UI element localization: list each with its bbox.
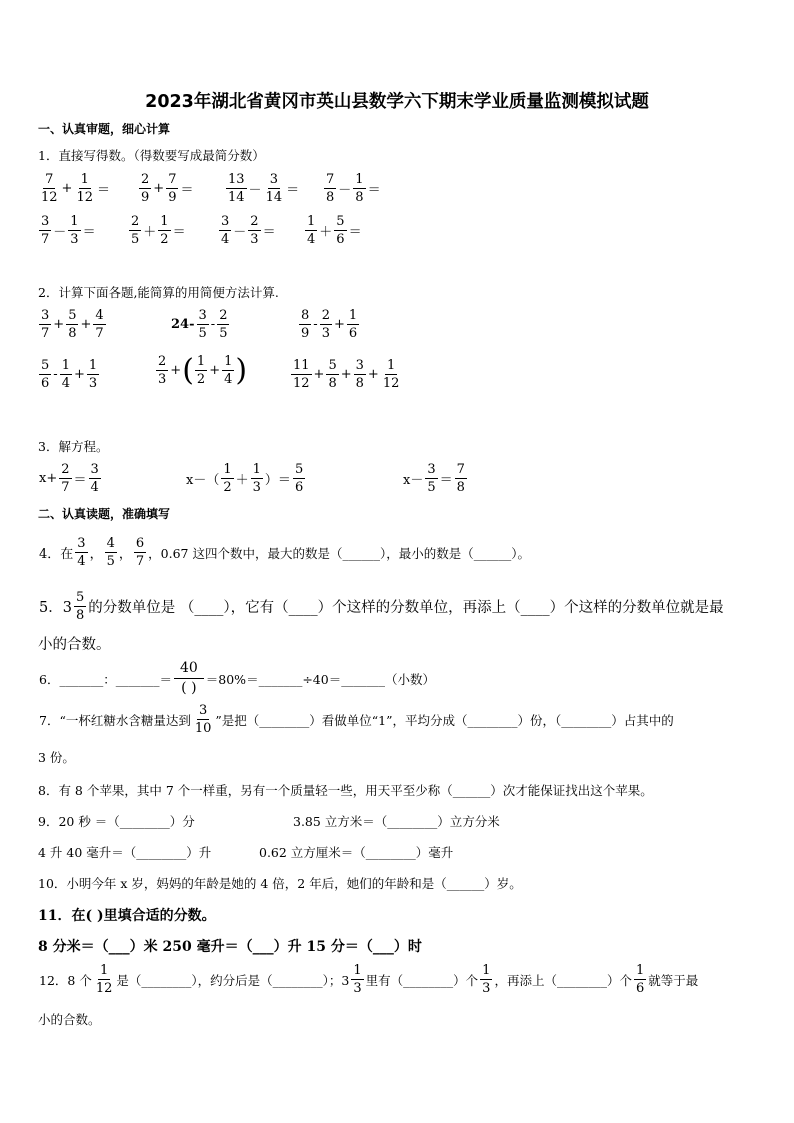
q7-line-2: 3 份。 — [38, 750, 75, 765]
q6: 6．_______：_______＝ $\frac{40}{( )}$ ＝80%＝_______÷40＝_______（小数） — [39, 660, 435, 696]
q9-a: 9．20 秒 ＝（________）分 — [38, 814, 195, 829]
q1-item: $\frac{7}{12}$ + $\frac{1}{12}$ ＝ — [41, 172, 111, 205]
q3-equation-1: x+ $\frac{2}{7}$ ＝ $\frac{3}{4}$ — [39, 462, 99, 495]
q10: 10．小明今年 x 岁，妈妈的年龄是她的 4 倍，2 年后，她们的年龄和是（______）岁。 — [38, 876, 522, 891]
q2-expr-1: $\frac{3}{7}$ + $\frac{5}{8}$ + $\frac{4}{7}$ — [41, 308, 104, 341]
q2-expr-2: 24- $\frac{3}{5}$ - $\frac{2}{5}$ — [171, 308, 228, 341]
section-2-heading: 二、认真读题，准确填写 — [38, 507, 171, 521]
q7: 7．“一杯红糖水含糖量达到 $\frac{3}{10}$ ”是把（________）看做单位“1”，平均分成（________）份，（________）占其中的 — [39, 703, 674, 736]
page-title: 2023年湖北省黄冈市英山县数学六下期末学业质量监测模拟试题 — [145, 92, 649, 112]
q1-label: 1．直接写得数。（得数要写成最简分数） — [38, 148, 265, 163]
q1-item: $\frac{3}{4}$ － $\frac{2}{3}$ ＝ — [221, 214, 276, 247]
q4: 4．在 $\frac{3}{4}$ ， $\frac{4}{5}$ ， $\frac{6}{7}$ ，0.67 这四个数中，最大的数是（______），最小的数是（______）。 — [39, 536, 530, 569]
q2-expr-3: $\frac{8}{9}$ - $\frac{2}{3}$ + $\frac{1}{6}$ — [301, 308, 358, 341]
q2-label: 2．计算下面各题,能简算的用简便方法计算. — [38, 285, 279, 300]
q12-line-2: 小的合数。 — [38, 1012, 101, 1027]
q9-b: 3.85 立方米＝（________）立方分米 — [293, 814, 500, 829]
q11-row: 8 分米＝（___）米 250 毫升＝（___）升 15 分＝（___）时 — [38, 939, 422, 955]
q1-item: $\frac{13}{14}$ － $\frac{3}{14}$ ＝ — [228, 172, 300, 205]
q3-equation-3: x－ $\frac{3}{5}$ ＝ $\frac{7}{8}$ — [403, 462, 465, 495]
section-1-heading: 一、认真审题，细心计算 — [38, 122, 171, 136]
q9-d: 0.62 立方厘米＝（________）毫升 — [259, 845, 454, 860]
q1-item: $\frac{3}{7}$ － $\frac{1}{3}$ ＝ — [41, 214, 96, 247]
q1-item: $\frac{2}{5}$ ＋ $\frac{1}{2}$ ＝ — [131, 214, 186, 247]
q12: 12．8 个 $\frac{1}{12}$ 是（________），约分后是（________）；3 $\frac{1}{3}$ 里有（________）个 $\frac{1}{3}$ ，再添上（________）个 $\frac{1}{6}$ 就等于最 — [39, 963, 699, 996]
q5: 5．3 $\frac{5}{8}$ 的分数单位是 （____），它有（____）个这样的分数单位，再添上（____）个这样的分数单位就是最 — [39, 590, 724, 623]
q2-expr-6: $\frac{11}{12}$ + $\frac{5}{8}$ + $\frac{3}{8}$ + $\frac{1}{12}$ — [293, 358, 400, 391]
q9-c: 4 升 40 毫升＝（________）升 — [38, 845, 212, 860]
q2-expr-4: $\frac{5}{6}$ - $\frac{1}{4}$ + $\frac{1}{3}$ — [41, 358, 98, 391]
q2-expr-5: $\frac{2}{3}$ +( $\frac{1}{2}$ + $\frac{1}{4}$ ) — [158, 352, 248, 388]
q1-item: $\frac{2}{9}$ + $\frac{7}{9}$ ＝ — [141, 172, 194, 205]
q3-equation-2: x－（ $\frac{1}{2}$ ＋ $\frac{1}{3}$ ）＝ $\frac{5}{6}$ — [186, 462, 304, 495]
q1-item: $\frac{1}{4}$ ＋ $\frac{5}{6}$ ＝ — [307, 214, 362, 247]
q8: 8．有 8 个苹果，其中 7 个一样重，另有一个质量轻一些，用天平至少称（______）次才能保证找出这个苹果。 — [38, 783, 653, 798]
q3-label: 3．解方程。 — [38, 439, 109, 454]
q5-line-2: 小的合数。 — [38, 637, 111, 653]
q11-label: 11．在( )里填合适的分数。 — [38, 908, 216, 924]
q1-item: $\frac{7}{8}$ － $\frac{1}{8}$ ＝ — [326, 172, 381, 205]
